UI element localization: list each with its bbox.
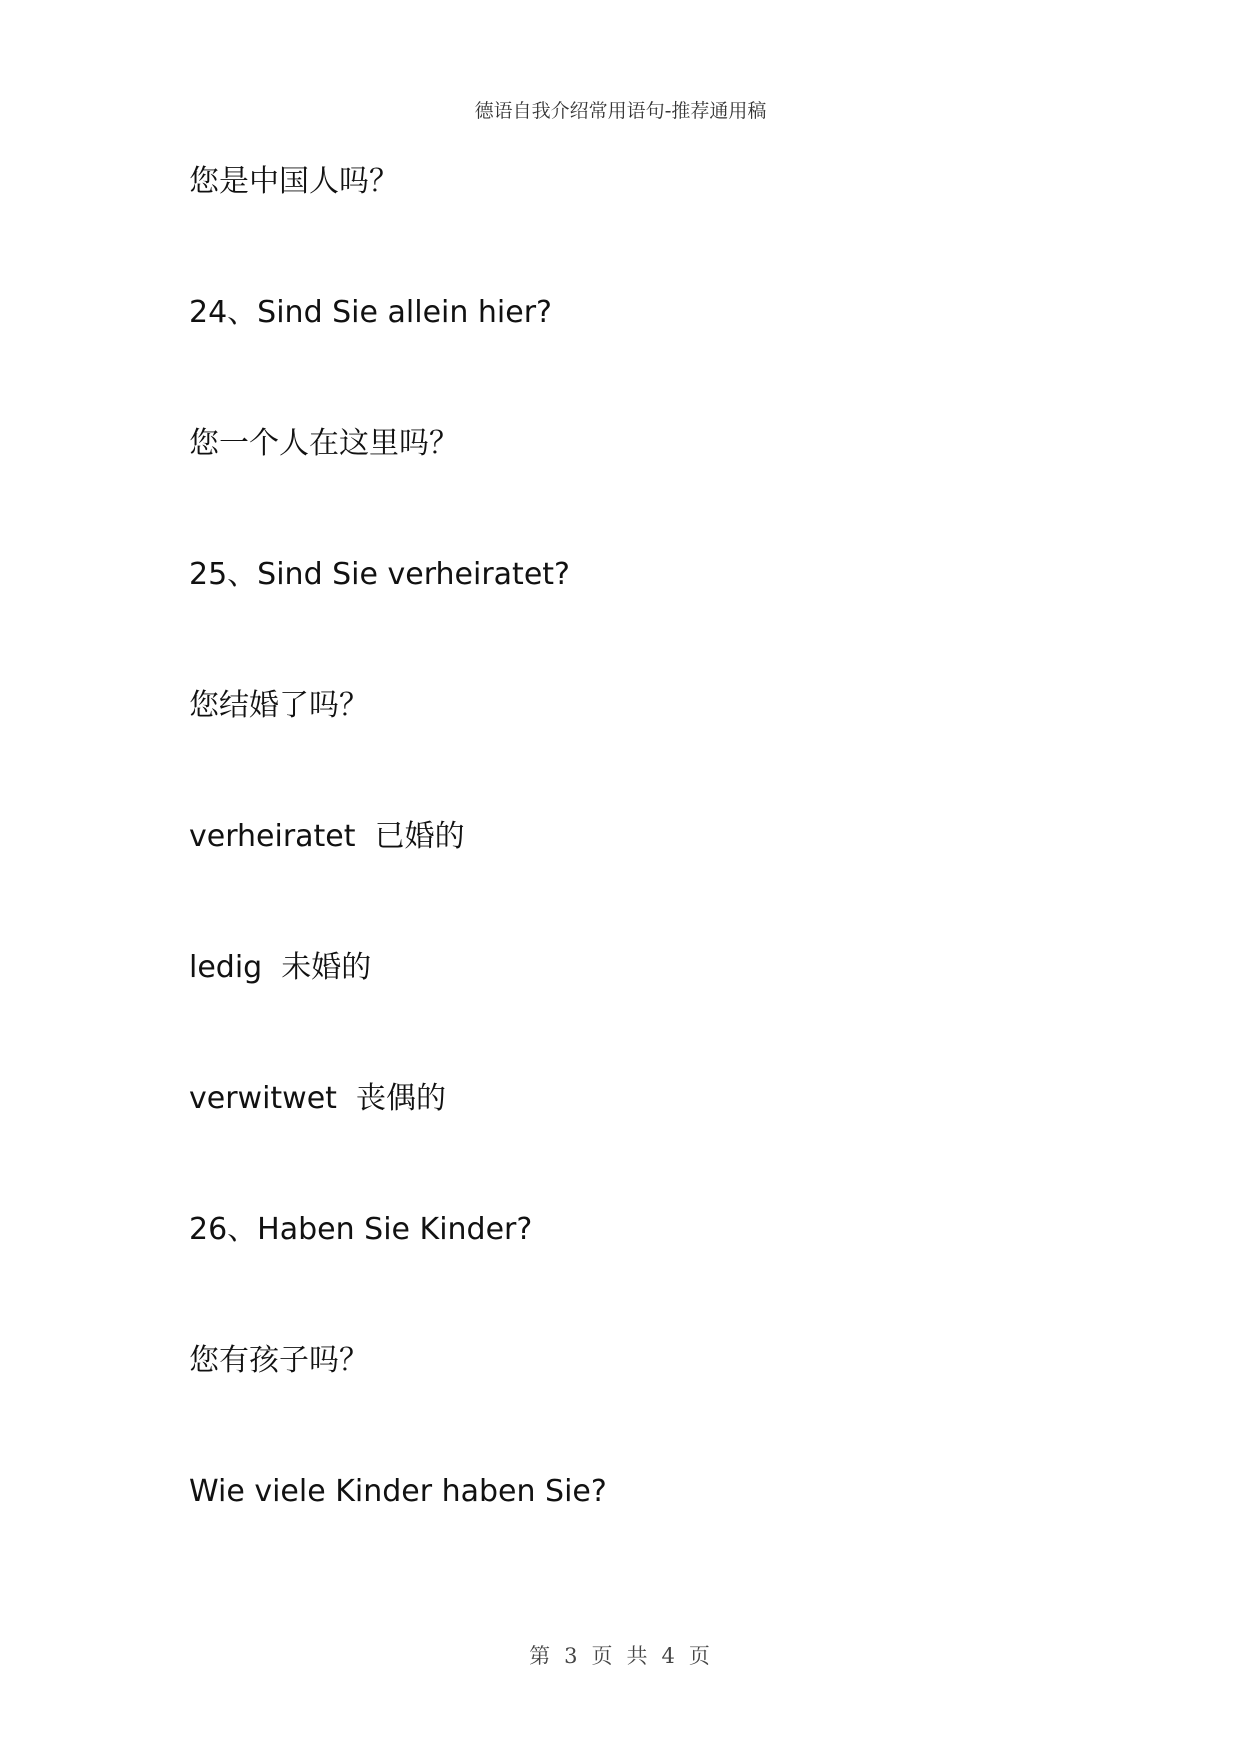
footer-total-prefix: 共 (626, 1644, 650, 1668)
text-line: 26、Haben Sie Kinder? (189, 1212, 533, 1247)
text-line: 25、Sind Sie verheiratet? (189, 557, 570, 592)
text-line: 您有孩子吗？ (189, 1343, 369, 1378)
page-header: 德语自我介绍常用语句-推荐通用稿 (474, 100, 767, 122)
text-line: verwitwet 丧偶的 (189, 1081, 447, 1116)
page-footer (0, 1640, 1241, 1670)
footer-page-number: 3 (564, 1644, 580, 1668)
text-line: verheiratet 已婚的 (189, 819, 465, 854)
text-line: 您结婚了吗？ (189, 688, 369, 723)
text-line: 您是中国人吗？ (189, 164, 399, 199)
footer-prefix: 第 (529, 1644, 553, 1668)
text-line: 24、Sind Sie allein hier? (189, 295, 552, 330)
text-line: Wie viele Kinder haben Sie? (189, 1474, 607, 1509)
footer-total-unit: 页 (688, 1644, 712, 1668)
document-body (189, 160, 1089, 1601)
text-line: ledig 未婚的 (189, 950, 372, 985)
text-line: 您一个人在这里吗？ (189, 426, 459, 461)
footer-page-unit: 页 (591, 1644, 615, 1668)
footer-total-pages: 4 (661, 1644, 677, 1668)
